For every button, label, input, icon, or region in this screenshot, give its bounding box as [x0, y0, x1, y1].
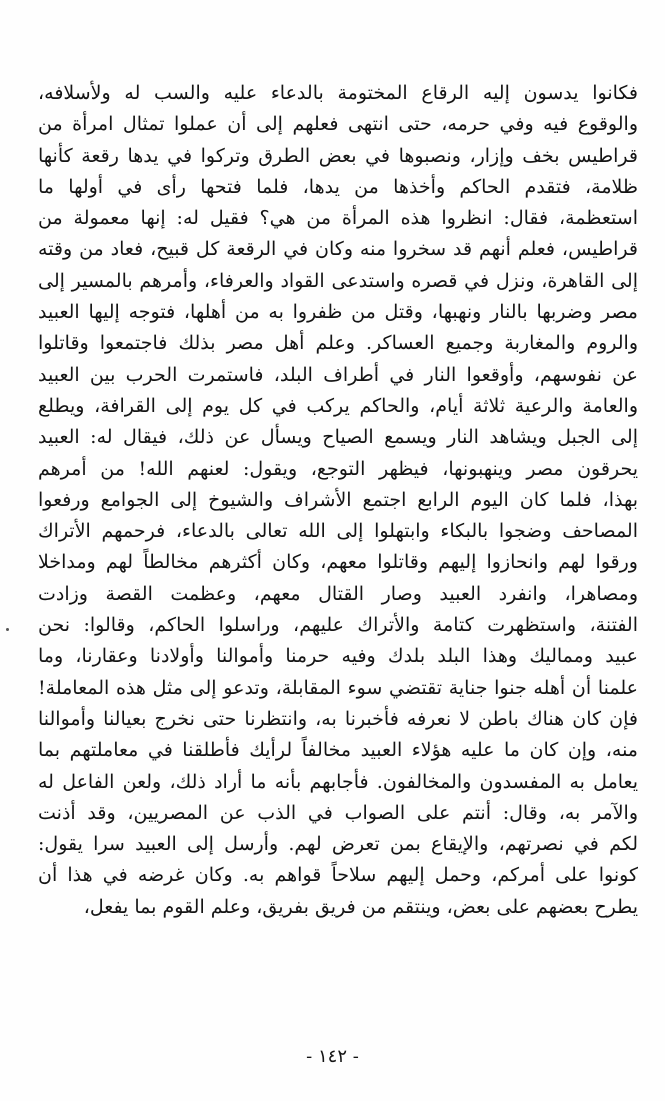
text-line: ورقوا لهم وانحازوا إليهم وقاتلوا معهم، وكان أكثرهم مخالطاً لهم ومداخلا [38, 551, 638, 574]
text-line: علمنا أن أهله جنوا جناية تقتضي سوء المقابلة، وتدعو إلى مثل هذه المعاملة! [38, 676, 638, 699]
page-number: - ١٤٢ - [306, 1046, 359, 1067]
text-line: قراطيس، فعلم أنهم قد سخروا منه وكان في الرقعة كل قبيح، فعاد من وقته [38, 238, 638, 261]
text-line: فإن كان هناك باطن لا نعرفه فأخبرنا به، وانتظرنا حتى نخرج بعيالنا وأموالنا [38, 707, 638, 730]
text-line: منه، وإن كان ما عليه هؤلاء العبيد مخالفاً لرأيك فأطلقنا في معاملتهم بما [38, 739, 638, 762]
text-line: ظلامة، فتقدم الحاكم وأخذها من يدها، فلما فتحها رأى في أولها ما [38, 175, 638, 198]
text-line: قراطيس بخف وإزار، ونصبوها في بعض الطرق وتركوا في يدها رقعة كأنها [38, 144, 638, 167]
text-line: عبيد ومماليك وهذا البلد بلدك وفيه حرمنا وأموالنا وأولادنا وعقارنا، وما [38, 645, 638, 668]
text-line: والروم والمغاربة وجميع العساكر. وعلم أهل مصر بذلك فاجتمعوا وقاتلوا [38, 332, 638, 355]
text-line: عن نفوسهم، وأوقعوا النار في أطراف البلد، فاستمرت الحرب بين العبيد [38, 363, 638, 386]
text-line: إلى الجبل ويشاهد النار ويسمع الصياح ويسأل عن ذلك، فيقال له: العبيد [38, 426, 638, 449]
text-line: والآمر به، وقال: أنتم على الصواب في الذب عن المصريين، وقد أذنت [38, 801, 638, 824]
text-line: فكانوا يدسون إليه الرقاع المختومة بالدعاء عليه والسب له ولأسلافه، [38, 82, 638, 104]
text-line: والعامة والرعية ثلاثة أيام، والحاكم يركب في كل يوم إلى القرافة، ويطلع [38, 394, 638, 417]
text-line: بهذا، فلما كان اليوم الرابع اجتمع الأشراف والشيوخ إلى الجوامع ورفعوا [38, 488, 638, 511]
text-line: لكم في نصرتهم، والإيقاع بمن تعرض لهم. وأرسل إلى العبيد سرا يقول: [38, 833, 638, 856]
text-line: يعامل به المفسدون والمخالفون. فأجابهم بأنه ما أراد ذلك، ولعن الفاعل له [38, 770, 638, 793]
text-line: يحرقون مصر وينهبونها، فيظهر التوجع، ويقول: لعنهم الله! من أمرهم [38, 457, 638, 480]
text-line: الفتنة، واستظهرت كتامة والأتراك عليهم، وراسلوا الحاكم، وقالوا: نحن [38, 614, 638, 637]
text-line: يطرح بعضهم على بعض، وينتقم من فريق بفريق، وعلم القوم بما يفعل، [83, 895, 638, 918]
text-line: والوقوع فيه وفي حرمه، حتى انتهى فعلهم إلى أن عملوا تمثال امرأة من [38, 113, 638, 136]
text-line: المصاحف وضجوا بالبكاء وابتهلوا إلى الله تعالى بالدعاء، فرحمهم الأتراك [38, 520, 638, 543]
margin-mark [6, 628, 9, 631]
text-line: كونوا على أمركم، وحمل إليهم سلاحاً قواهم به. وكان غرضه في هذا أن [38, 864, 638, 887]
text-line: إلى القاهرة، ونزل في قصره واستدعى القواد والعرفاء، وأمرهم بالمسير إلى [38, 269, 638, 292]
text-line: مصر وضربها بالنار ونهبها، وقتل من ظفروا به من أهلها، فتوجه إليها العبيد [38, 301, 638, 324]
body-text [38, 78, 638, 923]
text-line: ومصاهرا، وانفرد العبيد وصار القتال معهم، وعظمت القصة وزادت [38, 582, 638, 605]
text-line: استعظمة، فقال: انظروا هذه المرأة من هي؟ فقيل له: إنها معمولة من [38, 207, 638, 230]
